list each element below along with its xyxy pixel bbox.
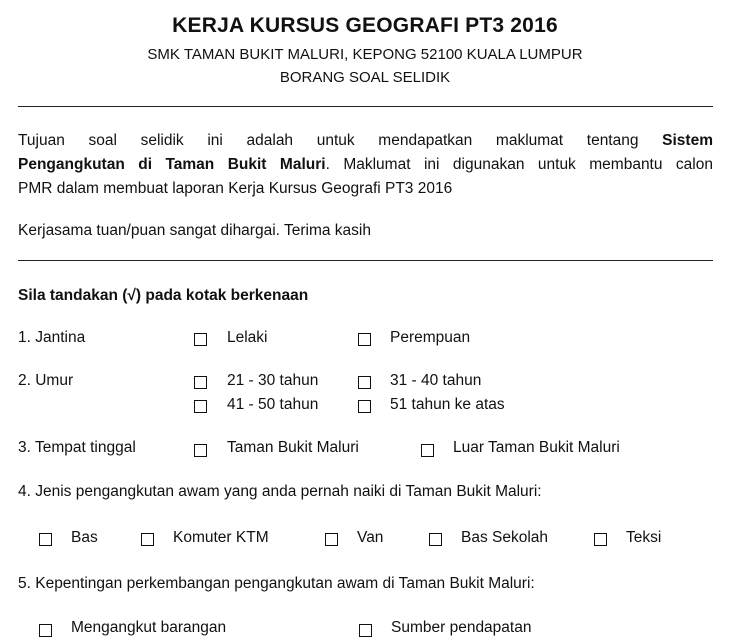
checkbox-taman-bukit-maluri[interactable] <box>194 444 207 457</box>
checkbox-41-50[interactable] <box>194 400 207 413</box>
school-address: SMK TAMAN BUKIT MALURI, KEPONG 52100 KUALA LUMPUR <box>147 46 583 63</box>
option-label: Van <box>357 529 384 546</box>
question-1-label: 1. Jantina <box>18 329 86 346</box>
option-label: Perempuan <box>390 329 471 346</box>
checkbox-bas-sekolah[interactable] <box>429 533 442 546</box>
intro-emphasis: Sistem <box>662 132 713 149</box>
checkbox-perempuan[interactable] <box>358 333 371 346</box>
checkbox-luar-taman[interactable] <box>421 444 434 457</box>
option-label: 31 - 40 tahun <box>390 372 482 389</box>
intro-line-1 <box>18 129 713 153</box>
checkbox-51-above[interactable] <box>358 400 371 413</box>
option-label: Lelaki <box>227 329 268 346</box>
option-label: Teksi <box>626 529 662 546</box>
intro-line-3: PMR dalam membuat laporan Kerja Kursus Geografi PT3 2016 <box>18 180 453 197</box>
intro-paragraph <box>18 129 713 201</box>
checkbox-21-30[interactable] <box>194 376 207 389</box>
option-label: 21 - 30 tahun <box>227 372 319 389</box>
intro-emphasis: Pengangkutan di Taman Bukit Maluri <box>18 156 326 173</box>
instruction-text: Sila tandakan (√) pada kotak berkenaan <box>18 287 309 304</box>
checkbox-sumber-pendapatan[interactable] <box>359 624 372 637</box>
option-label: Taman Bukit Maluri <box>227 439 359 456</box>
form-name: BORANG SOAL SELIDIK <box>279 69 451 86</box>
question-2-label: 2. Umur <box>18 372 74 389</box>
intro-line-2 <box>18 153 713 177</box>
checkbox-mengangkut-barangan[interactable] <box>39 624 52 637</box>
option-label: 41 - 50 tahun <box>227 396 319 413</box>
divider <box>18 260 713 261</box>
question-5-label: 5. Kepentingan perkembangan pengangkutan awam di Taman Bukit Maluri: <box>18 575 535 592</box>
option-label: Komuter KTM <box>173 529 269 546</box>
option-label: 51 tahun ke atas <box>390 396 505 413</box>
checkbox-van[interactable] <box>325 533 338 546</box>
option-label: Sumber pendapatan <box>391 619 532 636</box>
checkbox-lelaki[interactable] <box>194 333 207 346</box>
document-title: KERJA KURSUS GEOGRAFI PT3 2016 <box>172 14 558 37</box>
checkbox-bas[interactable] <box>39 533 52 546</box>
checkbox-31-40[interactable] <box>358 376 371 389</box>
option-label: Mengangkut barangan <box>71 619 227 636</box>
option-label: Luar Taman Bukit Maluri <box>453 439 620 456</box>
checkbox-teksi[interactable] <box>594 533 607 546</box>
intro-text: . Maklumat ini digunakan untuk membantu calon <box>325 156 713 173</box>
option-label: Bas Sekolah <box>461 529 549 546</box>
question-3-label: 3. Tempat tinggal <box>18 439 136 456</box>
intro-text: Tujuan soal selidik ini adalah untuk mendapatkan maklumat tentang <box>18 132 663 149</box>
option-label: Bas <box>71 529 98 546</box>
thanks-text: Kerjasama tuan/puan sangat dihargai. Terima kasih <box>18 222 371 239</box>
question-4-label: 4. Jenis pengangkutan awam yang anda pernah naiki di Taman Bukit Maluri: <box>18 483 542 500</box>
checkbox-komuter-ktm[interactable] <box>141 533 154 546</box>
divider <box>18 106 713 107</box>
